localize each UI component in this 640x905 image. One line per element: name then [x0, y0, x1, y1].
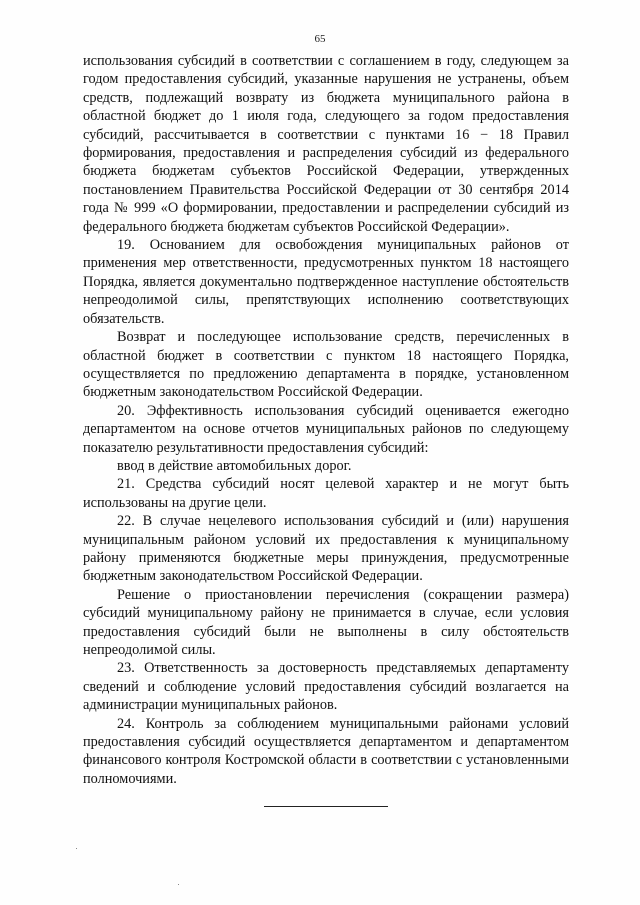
paragraph-continuation: использования субсидий в соответствии с соглашением в году, следующем за годом предоставления субсидий, указанные нарушения не устранены, объем средств, подлежащий возврату из бюджета муниципального района в областной бюджет до 1 июля года, следующего за годом предоставления субсидий, рассчитывается в соответствии с пунктами 16 − 18 Правил формирования, предоставления и распределения субсидий из федерального бюджета бюджетам субъектов Российской Федерации, утвержденных постановлением Правительства Российской Федерации от 30 сентября 2014 года № 999 «О формировании, предоставлении и распределении субсидий из федерального бюджета бюджетам субъектов Российской Федерации». [83, 53, 569, 235]
paragraph-19: 19. Основанием для освобождения муниципальных районов от применения мер ответственности, предусмотренных пунктом 18 настоящего Порядка, является документально подтвержденное наступление обстоятельств непреодолимой силы, препятствующих исполнению соответствующих обязательств. [83, 237, 569, 327]
paragraph-22: 22. В случае нецелевого использования субсидий и (или) нарушения муниципальным районом условий их предоставления к муниципальному району применяются бюджетные меры принуждения, предусмотренные бюджетным законодательством Российской Федерации. [83, 513, 569, 585]
page-number: 65 [314, 33, 326, 45]
footer-separator-line [264, 806, 388, 807]
scan-speck [178, 884, 179, 885]
paragraph-21: 21. Средства субсидий носят целевой характер и не могут быть использованы на другие цели. [83, 476, 569, 511]
paragraph-20: 20. Эффективность использования субсидий оценивается ежегодно департаментом на основе отчетов муниципальных районов по следующему показателю результативности предоставления субсидий: [83, 402, 569, 456]
scan-speck [76, 848, 77, 849]
paragraph-22-decision: Решение о приостановлении перечисления (сокращении размера) субсидий муниципальному району не принимается в случае, если условия предоставления субсидий были не выполнены в силу обстоятельств непреодолимой силы. [83, 586, 569, 658]
document-body [83, 52, 569, 788]
paragraph-20-indicator: ввод в действие автомобильных дорог. [117, 457, 352, 474]
paragraph-19-return: Возврат и последующее использование средств, перечисленных в областной бюджет в соответствии с пунктом 18 настоящего Порядка, осуществляется по предложению департамента в порядке, установленном бюджетным законодательством Российской Федерации. [83, 329, 569, 401]
paragraph-24: 24. Контроль за соблюдением муниципальными районами условий предоставления субсидий осуществляется департаментом и департаментом финансового контроля Костромской области в соответствии с установленными полномочиями. [83, 715, 569, 787]
paragraph-23: 23. Ответственность за достоверность представляемых департаменту сведений и соблюдение условий предоставления субсидий возлагается на администрации муниципальных районов. [83, 660, 569, 714]
